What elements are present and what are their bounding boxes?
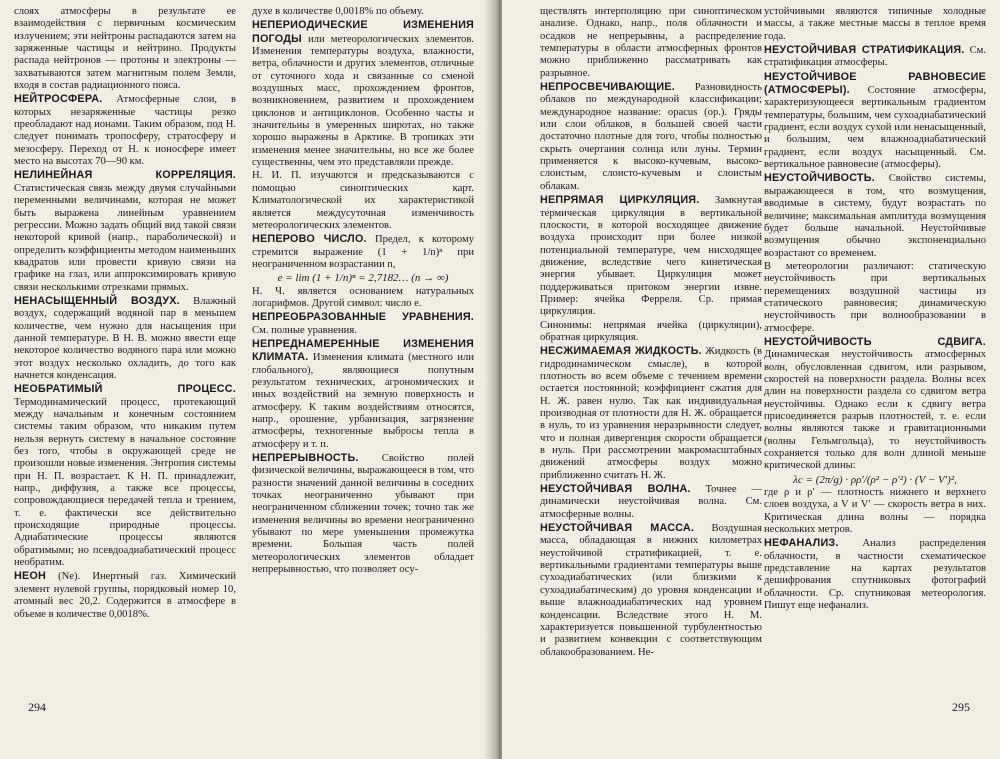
entry-headword: НЕНАСЫЩЕННЫЙ ВОЗДУХ. — [14, 294, 180, 307]
dictionary-entry — [14, 383, 236, 569]
entry-headword: НЕЙТРОСФЕРА. — [14, 93, 103, 106]
dictionary-entry — [14, 570, 236, 620]
entry-text: Н. И. П. изучаются и предсказываются с помощью синоптических карт. Климатологической их характеристикой является междусуточная изменчивость метеорологических элементов. — [252, 170, 474, 231]
right-page — [502, 0, 1000, 759]
entry-text: Статистическая связь между двумя случайными переменными величинами, которая не может быть выражена линейным уравнением регрессии. Можно задать общий вид такой связи некоторой кривой (напр., параболической) и определить коэффициенты методом наименьших квадратов или провести кривую связи на графике на глаз, или аппроксимировать кривую связи несколькими отрезками прямых. — [14, 182, 236, 293]
paragraph — [764, 261, 986, 335]
left-column-1 — [14, 6, 236, 622]
entry-text: Предел, к которому стремится выражение (1 + 1/n)ⁿ при неограниченном возрастании n, — [252, 234, 474, 270]
dictionary-entry — [764, 336, 986, 473]
entry-headword: НЕУСТОЙЧИВОСТЬ СДВИГА. — [764, 335, 986, 348]
dictionary-entry — [252, 233, 474, 271]
entry-text: Разновидность облаков по международной классификации; международное название: opacus (op.). Гряды или слои облаков, в большей своей части достаточно плотные для того, чтобы полностью скрыть очертания солнца или луны. Термин применяется к высоко-кучевым, высоко-слоистым, слоисто-кучевым и слоистым облакам. — [540, 82, 762, 192]
entry-text: Замкнутая термическая циркуляция в вертикальной плоскости, в которой восходящее движение воздуха происходит при более низкой потенциальной температуре, чем нисходящее движение, вследствие чего кинетическая энергия убывает. Циркуляция может поддерживаться притоком энергии извне. Пример: ячейка Ферреля. Ср. прямая циркуляция. — [540, 195, 763, 318]
entry-headword: НЕУСТОЙЧИВОСТЬ. — [764, 172, 875, 185]
paragraph — [540, 6, 762, 80]
dictionary-entry — [252, 311, 474, 337]
entry-text: См. полные уравнения. — [252, 324, 357, 336]
entry-text: Воздушная масса, обладающая в нижних километрах неустойчивой стратификацией, т. е. вертикальными градиентами температуры выше сухоадиабатических (или близкими к сухоадиабатическим) до уровня конденсации и выше влажноадиабатических над уровнем конденсации. Вследствие этого Н. М. характеризуется повышенной турбулентностью и развитием конвекции с соответствующим облакообразованием. Не- — [540, 523, 762, 658]
entry-headword: НЕПРОСВЕЧИВАЮЩИЕ. — [540, 81, 675, 94]
entry-headword: НЕПРЕДНАМЕРЕННЫЕ ИЗМЕНЕНИЯ КЛИМАТА. — [252, 337, 474, 364]
left-page — [0, 0, 498, 759]
entry-headword: НЕУСТОЙЧИВАЯ МАССА. — [540, 522, 695, 535]
left-column-2 — [252, 6, 474, 577]
entry-text: духе в количестве 0,0018% по объему. — [252, 6, 424, 17]
dictionary-entry — [14, 169, 236, 293]
entry-text: Динамическая неустойчивость атмосферных волн, обусловленная сдвигом, или разрывом, скоростей на поверхности раздела. Волны всех длин на поверхности раздела со сдвигом ветра неустойчивы. Однако если к сдвигу ветра присоединяется разрыв плотностей, т. е. если волны являются также и гравитационными (волны Гельмгольца), то неустойчивость сохраняется только для волн длиной меньше критической длины: — [764, 349, 986, 472]
entry-text: Анализ распределения облачности, в частности схематическое представление на картах результатов дешифрования спутниковых фотографий облачности. Ср. спутниковая метеорология. Пишут еще нефанализ. — [764, 538, 986, 612]
entry-text: Н. Ч. является основанием натуральных логарифмов. Другой символ: число e. — [252, 285, 474, 309]
entry-headword: НЕПЕРИОДИЧЕСКИЕ ИЗМЕНЕНИЯ ПОГОДЫ — [252, 19, 474, 45]
entry-text: Термодинамический процесс, протекающий между начальным и конечным состоянием системы таким образом, что никаким путем нельзя вернуть систему в начальное состояние без того, чтобы в окружающей среде не произошли новые изменения. Энтропия системы при Н. П. возрастает. К Н. П. принадлежит, напр., диффузия, а также все процессы, сопровождающиеся передачей тепла и трением, т. е. фактически все действительно происходящие природные процессы. Адиабатические процессы являются обратимыми; но псевдоадиабатический процесс необратим. — [14, 396, 236, 569]
paragraph — [252, 286, 474, 311]
entry-text: См. стратификация атмосферы. — [764, 45, 986, 69]
paragraph — [252, 6, 474, 18]
entry-text: устойчивыми являются типичные холодные массы, а также местные массы в теплое время года. — [764, 6, 986, 42]
dictionary-entry — [764, 172, 986, 259]
dictionary-entry — [540, 345, 762, 482]
entry-text: Атмосферные слои, в которых незаряженные частицы резко преобладают над ионами. Таким образом, под Н. следует понимать тропосферу, стратосферу и мезосферу. Переход от Н. к ионосфере имеет место на высотах 70—90 км. — [14, 94, 236, 168]
paragraph — [14, 6, 236, 92]
dictionary-entry — [14, 295, 236, 382]
entry-text: слоях атмосферы в результате ее взаимодействия с первичным космическим излучением; эти нейтроны распадаются затем на заряженные частицы и нейтрино. Продукты распада нейтронов — протоны и электроны — захватываются затем магнитным полем Земли, входя в состав радиационного пояса. — [14, 6, 236, 92]
entry-text: Свойство системы, выражающееся в том, что возмущения, вводимые в систему, будут возрастать по величине; максимальная амплитуда возмущения будет больше начальной. Неустойчивые возмущения обычно экспоненциально возрастают со временем. — [764, 173, 986, 259]
right-column-2 — [764, 6, 986, 614]
entry-text: Точнее — динамически неустойчивая волна. См. атмосферные волны. — [540, 484, 762, 520]
entry-headword: НЕЛИНЕЙНАЯ КОРРЕЛЯЦИЯ. — [14, 169, 236, 182]
formula: e = lim (1 + 1/n)ⁿ = 2,7182… (n → ∞) — [277, 272, 449, 285]
entry-text: Изменения климата (местного или глобального), являющиеся попутным результатом технических, агрономических и иных воздействий на земную поверхность и атмосферу. К таким воздействиям относятся, напр., орошение, урбанизация, загрязнение атмосферы, техногенные выбросы тепла в атмосферу и т. п. — [252, 352, 474, 450]
entry-headword: НЕУСТОЙЧИВАЯ ВОЛНА. — [540, 483, 691, 496]
paragraph — [764, 6, 986, 43]
dictionary-entry — [252, 452, 474, 576]
right-column-1 — [540, 6, 762, 660]
dictionary-entry — [764, 71, 986, 172]
entry-text: или метеорологических элементов. Изменения температуры воздуха, влажности, ветра, облачности и других элементов, отличные от суточного хода и связанные со сменой воздушных масс, прохождением фронтов, возникновением, развитием и прохождением циклонов и антициклонов. Особенно часты и значительны в умеренных широтах, но также хорошо выражены в Арктике. В тропиках эти изменения менее значительны, но все же более существенны, чем это представляли прежде. — [252, 33, 474, 169]
dictionary-entry — [540, 81, 762, 193]
entry-headword: НЕУСТОЙЧИВАЯ СТРАТИФИКАЦИЯ. — [764, 44, 965, 57]
entry-text: В метеорологии различают: статическую неустойчивость при вертикальных перемещениях воздушной частицы из статического равновесия; динамическую неустойчивость при волнообразовании в атмосфере. — [764, 260, 986, 334]
page-number-right: 295 — [952, 700, 970, 714]
entry-headword: НЕФАНАЛИЗ. — [764, 537, 839, 550]
entry-headword: НЕУСТОЙЧИВОЕ РАВНОВЕСИЕ (АТМОСФЕРЫ). — [764, 70, 986, 97]
entry-headword: НЕПЕРОВО ЧИСЛО. — [252, 233, 367, 246]
entry-text: Влажный воздух, содержащий водяной пар в меньшем количестве, чем нужно для насыщения при данной температуре. В Н. В. можно ввести еще некоторое количество водяного пара или можно этот воздух несколько охладить, до того как начнется конденсация. — [14, 295, 236, 381]
entry-text: (Ne). Инертный газ. Химический элемент нулевой группы, порядковый номер 10, атомный вес 20,2. Содержится в атмосфере в объеме в количестве 0,0018%. — [14, 571, 236, 620]
paragraph — [540, 320, 762, 345]
entry-text: ществлять интерполяцию при синоптическом анализе. Однако, напр., поля облачности и осадков не непрерывны, а распределение температуры в области атмосферных фронтов можно приближенно рассматривать как разрывное. — [540, 6, 762, 79]
formula: λc = (2π/g) · ρρ′/(ρ² − ρ′²) · (V − V′)², — [793, 473, 957, 486]
entry-headword: НЕПРЯМАЯ ЦИРКУЛЯЦИЯ. — [540, 194, 700, 207]
dictionary-entry — [540, 522, 762, 659]
dictionary-entry — [540, 194, 762, 318]
entry-text: где ρ и ρ′ — плотность нижнего и верхнего слоев воздуха, а V и V′ — скорость ветра в них. Критическая длина волны — порядка нескольких метров. — [764, 487, 986, 536]
dictionary-entry — [252, 338, 474, 451]
page-number-left: 294 — [28, 700, 46, 714]
paragraph — [764, 487, 986, 536]
entry-text: Состояние атмосферы, характеризующееся вертикальным градиентом температуры, большим, чем сухоадиабатический градиент, если воздух сухой или ненасыщенный, и большим, чем влажноадиабатический градиент, если воздух насыщенный. См. вертикальное равновесие (атмосферы). — [764, 85, 986, 171]
dictionary-entry — [764, 44, 986, 70]
dictionary-entry — [252, 19, 474, 169]
dictionary-entry — [764, 537, 986, 612]
entry-text: Свойство полей физической величины, выражающееся в том, что разности значений данной величины в соседних точках неограниченно убывают при неограниченном сближении точек; точно так же изменения величины во времени неограниченно убывают по мере уменьшения промежутка времени. Большая часть полей метеорологических элементов обладает непрерывностью, что позволяет осу- — [252, 453, 474, 576]
entry-headword: НЕПРЕРЫВНОСТЬ. — [252, 452, 359, 465]
paragraph — [252, 170, 474, 232]
entry-text: Жидкость (в гидродинамическом смысле), в которой плотность во всем объеме с течением времени остается постоянной; коэффициент сжатия для Н. Ж. равен нулю. Так как индивидуальная производная от плотности для Н. Ж. обращается в нуль, то из уравнения неразрывности следует, что и полная дивергенция скорости обращается в нуль. При рассмотрении макромасштабных движений атмосферы воздух можно приближенно считать Н. Ж. — [540, 346, 762, 481]
dictionary-entry — [14, 93, 236, 168]
entry-headword: НЕОН — [14, 570, 46, 583]
entry-headword: НЕОБРАТИМЫЙ ПРОЦЕСС. — [14, 383, 236, 396]
dictionary-entry — [540, 483, 762, 521]
entry-headword: НЕПРЕОБРАЗОВАННЫЕ УРАВНЕНИЯ. — [252, 311, 474, 324]
entry-headword: НЕСЖИМАЕМАЯ ЖИДКОСТЬ. — [540, 345, 702, 358]
entry-text: Синонимы: непрямая ячейка (циркуляции), обратная циркуляция. — [540, 319, 762, 343]
